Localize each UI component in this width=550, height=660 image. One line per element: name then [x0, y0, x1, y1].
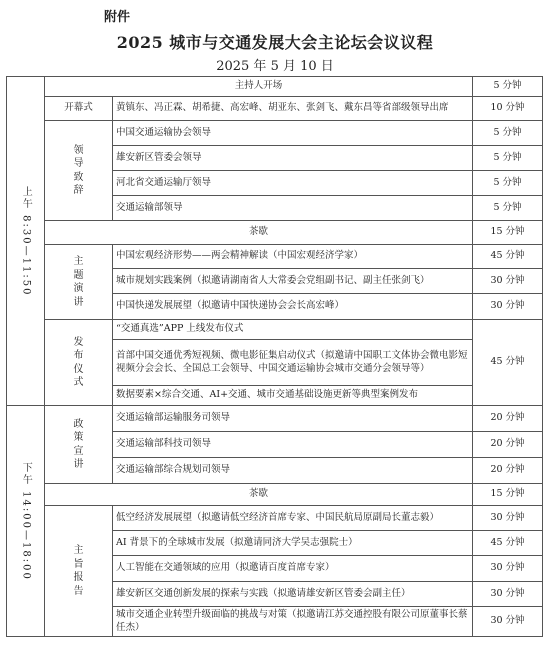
page-title: 2025 城市与交通发展大会主论坛会议议程 [116, 33, 434, 52]
tea-break: 茶歇 [45, 484, 473, 506]
duration: 45 分钟 [473, 320, 543, 406]
duration: 5 分钟 [473, 77, 543, 97]
duration: 30 分钟 [473, 556, 543, 582]
agenda-item: 数据要素×综合交通、AI+交通、城市交通基础设施更新等典型案例发布 [113, 386, 473, 406]
agenda-item: 首部中国交通优秀短视频、微电影征集启动仪式（拟邀请中国职工文体协会微电影短视频分会会长、全国总工会领导、中国交通运输协会城市交通分会领导等） [113, 340, 473, 386]
duration: 20 分钟 [473, 432, 543, 458]
agenda-item: 雄安新区管委会领导 [113, 146, 473, 171]
duration: 30 分钟 [473, 607, 543, 637]
duration: 5 分钟 [473, 196, 543, 221]
agenda-item: 中国交通运输协会领导 [113, 121, 473, 146]
agenda-item: 交通运输部领导 [113, 196, 473, 221]
agenda-item: “交通真选”APP 上线发布仪式 [113, 320, 473, 340]
duration: 30 分钟 [473, 269, 543, 294]
section-reports: 主 旨 报 告 [45, 506, 113, 637]
opening-content: 黄镇东、冯正霖、胡希捷、高宏峰、胡亚东、张剑飞、戴东昌等省部级领导出席 [113, 97, 473, 121]
agenda-item: 人工智能在交通领域的应用（拟邀请百度首席专家） [113, 556, 473, 582]
table-row [7, 406, 543, 432]
agenda-item: 交通运输部运输服务司领导 [113, 406, 473, 432]
period-afternoon: 下午 14:00—18:00 [7, 406, 45, 637]
agenda-item: 交通运输部综合规划司领导 [113, 458, 473, 484]
table-row [7, 77, 543, 97]
duration: 5 分钟 [473, 146, 543, 171]
duration: 15 分钟 [473, 484, 543, 506]
table-row [7, 484, 543, 506]
duration: 20 分钟 [473, 458, 543, 484]
section-opening: 开幕式 [45, 97, 113, 121]
tea-break: 茶歇 [45, 221, 473, 245]
agenda-item: 中国宏观经济形势——两会精神解读（中国宏观经济学家） [113, 245, 473, 269]
meeting-date: 2025 年 5 月 10 日 [216, 59, 334, 74]
table-row [7, 320, 543, 340]
duration: 45 分钟 [473, 245, 543, 269]
agenda-item: 河北省交通运输厅领导 [113, 171, 473, 196]
period-morning: 上午 8:30—11:50 [7, 77, 45, 406]
duration: 20 分钟 [473, 406, 543, 432]
duration: 5 分钟 [473, 171, 543, 196]
duration: 30 分钟 [473, 506, 543, 531]
duration: 15 分钟 [473, 221, 543, 245]
table-row [7, 97, 543, 121]
table-row [7, 245, 543, 269]
agenda-table [6, 76, 543, 637]
attachment-label: 附件 [104, 10, 131, 25]
agenda-item: 城市规划实践案例（拟邀请湖南省人大常委会党组副书记、副主任张剑飞） [113, 269, 473, 294]
table-row [7, 121, 543, 146]
host-opening: 主持人开场 [45, 77, 473, 97]
agenda-item: 交通运输部科技司领导 [113, 432, 473, 458]
section-keynotes: 主 题 演 讲 [45, 245, 113, 320]
duration: 30 分钟 [473, 582, 543, 607]
duration: 45 分钟 [473, 531, 543, 556]
duration: 5 分钟 [473, 121, 543, 146]
table-row [7, 221, 543, 245]
agenda-item: 雄安新区交通创新发展的探索与实践（拟邀请雄安新区管委会副主任） [113, 582, 473, 607]
table-row [7, 506, 543, 531]
section-release: 发 布 仪 式 [45, 320, 113, 406]
duration: 30 分钟 [473, 294, 543, 320]
agenda-item: 低空经济发展展望（拟邀请低空经济首席专家、中国民航局原副局长董志毅） [113, 506, 473, 531]
section-leader-speeches: 领 导 致 辞 [45, 121, 113, 221]
agenda-item: 城市交通企业转型升级面临的挑战与对策（拟邀请江苏交通控股有限公司原董事长蔡任杰） [113, 607, 473, 637]
section-policy: 政 策 宣 讲 [45, 406, 113, 484]
duration: 10 分钟 [473, 97, 543, 121]
agenda-item: 中国快递发展展望（拟邀请中国快递协会会长高宏峰） [113, 294, 473, 320]
agenda-item: AI 背景下的全球城市发展（拟邀请同济大学吴志强院士） [113, 531, 473, 556]
